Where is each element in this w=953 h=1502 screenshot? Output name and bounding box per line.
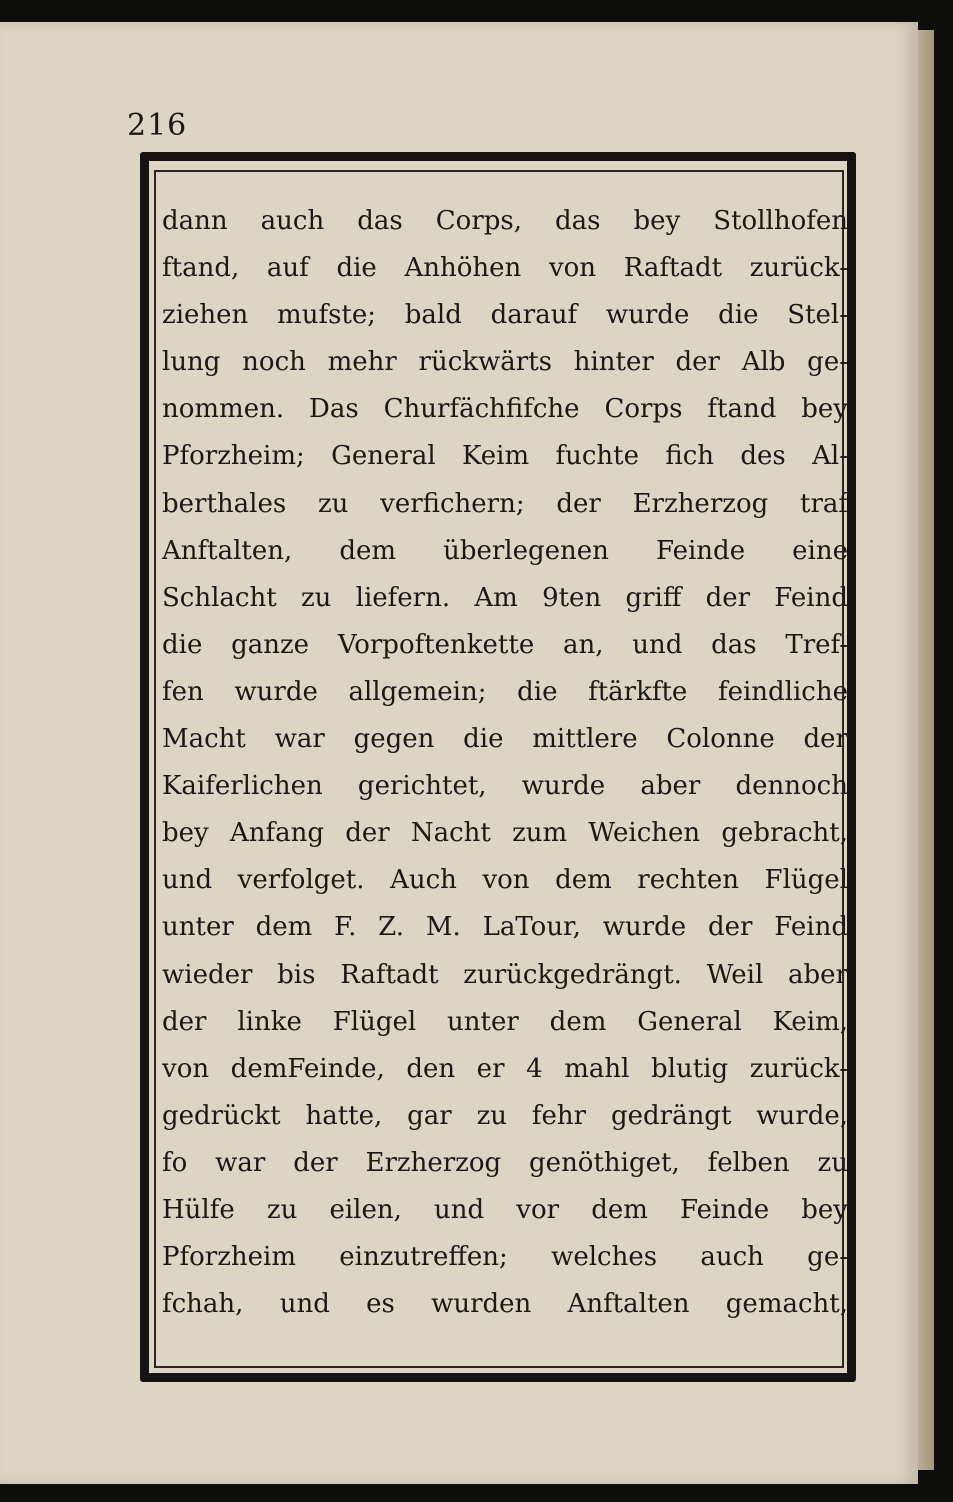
text-line: ftand, auf die Anhöhen von Raftadt zurück-: [162, 253, 848, 284]
page-number: 216: [127, 108, 188, 143]
text-line: fchah, und es wurden Anftalten gemacht,: [162, 1289, 848, 1320]
text-line: Schlacht zu liefern. Am 9ten griff der Feind: [162, 582, 848, 613]
text-line: Pforzheim einzutreffen; welches auch ge-: [162, 1242, 848, 1273]
text-line: dann auch das Corps, das bey Stollhofen: [162, 206, 848, 236]
text-line: Pforzheim; General Keim fuchte fich des Al-: [162, 441, 848, 472]
text-line: Kaiferlichen gerichtet, wurde aber dennoch: [162, 771, 848, 802]
text-line: fo war der Erzherzog genöthiget, felben zu: [162, 1147, 848, 1178]
text-line: wieder bis Raftadt zurückgedrängt. Weil aber: [162, 959, 848, 990]
text-line: nommen. Das Churfächfifche Corps ftand bey: [162, 394, 848, 425]
text-line: die ganze Vorpoftenkette an, und das Tref-: [162, 629, 848, 660]
text-line: bey Anfang der Nacht zum Weichen gebracht,: [162, 818, 848, 849]
text-line: berthales zu verfichern; der Erzherzog traf: [162, 488, 848, 519]
text-line: von demFeinde, den er 4 mahl blutig zurück-: [162, 1053, 848, 1084]
text-line: und verfolget. Auch von dem rechten Flügel: [162, 865, 848, 896]
text-line: der linke Flügel unter dem General Keim,: [162, 1006, 848, 1037]
text-line: Macht war gegen die mittlere Colonne der: [162, 724, 848, 755]
text-line: unter dem F. Z. M. LaTour, wurde der Feind: [162, 912, 848, 943]
text-line: gedrückt hatte, gar zu fehr gedrängt wurde,: [162, 1100, 848, 1131]
text-line: lung noch mehr rückwärts hinter der Alb ge-: [162, 347, 848, 378]
body-text: [162, 198, 848, 1328]
text-line: Anftalten, dem überlegenen Feinde eine: [162, 535, 848, 566]
next-page-edge: [918, 30, 934, 1470]
text-line: Hülfe zu eilen, und vor dem Feinde bey: [162, 1194, 848, 1225]
text-line: fen wurde allgemein; die ftärkfte feindliche: [162, 676, 848, 707]
text-line: ziehen mufste; bald darauf wurde die Stel-: [162, 300, 848, 331]
